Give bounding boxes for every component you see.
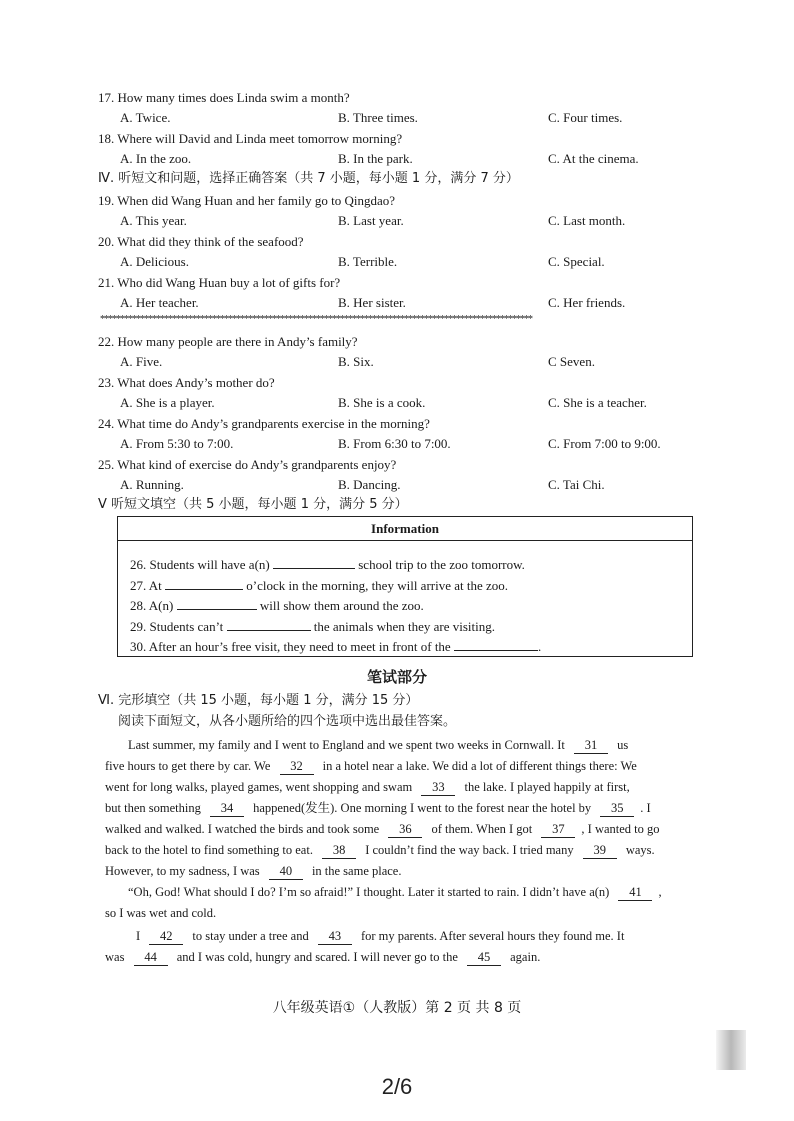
information-table [117,516,693,657]
q20-option-c: C. Special. [548,254,605,269]
passage-line [128,884,738,901]
q25-option-b: B. Dancing. [338,477,401,492]
info-text: 26. Students will have a(n) [130,557,273,572]
passage-text: and I was cold, hungry and scared. I will never go to the [173,950,461,964]
info-text: will show them around the zoo. [256,598,424,613]
blank-number-45: 45 [467,949,501,966]
cloze-instruction: 阅读下面短文，从各小题所给的四个选项中选出最佳答案。 [118,714,457,729]
q18-option-c: C. At the cinema. [548,151,639,166]
answer-blank[interactable] [227,618,311,631]
answer-blank[interactable] [454,638,538,651]
passage-text: ways. [622,843,655,857]
passage-text: back to the hotel to find something to eat. [105,843,317,857]
passage-text: However, to my sadness, I was [105,864,263,878]
info-text: 29. Students can’t [130,618,227,634]
passage-text: happened(发生). One morning I went to the forest near the hotel by [249,801,595,815]
passage-line [105,842,715,859]
q23-option-a: A. She is a player. [120,395,215,410]
passage-text: of them. When I got [428,822,536,836]
q22-option-b: B. Six. [338,354,374,369]
q18-question: 18. Where will David and Linda meet tomorrow morning? [98,131,403,146]
info-text: o’clock in the morning, they will arrive at the zoo. [243,577,509,593]
written-part-title: 笔试部分 [366,668,427,686]
passage-text: . I [640,801,651,815]
passage-text: but then something [105,801,204,815]
blank-number-44: 44 [134,949,168,966]
q25-question: 25. What kind of exercise do Andy’s grandparents enjoy? [98,457,397,472]
passage-text: “Oh, God! What should I do? I’m so afraid!” I thought. Later it started to rain. I didn’t have a(n) [128,885,613,899]
passage-text: to stay under a tree and [189,929,312,943]
q19-question: 19. When did Wang Huan and her family go to Qingdao? [98,193,396,208]
q19-option-a: A. This year. [120,213,187,228]
passage-text: was [105,950,128,964]
q22-question: 22. How many people are there in Andy’s family? [98,334,358,349]
section-4-heading: Ⅳ. 听短文和问题，选择正确答案（共 7 小题，每小题 1 分，满分 7 分） [98,171,519,186]
blank-number-38: 38 [322,842,356,859]
q24-question: 24. What time do Andy’s grandparents exercise in the morning? [98,416,430,431]
q20-option-a: A. Delicious. [120,254,189,269]
q24-option-a: A. From 5:30 to 7:00. [120,436,234,451]
blank-number-42: 42 [149,928,183,945]
scan-artifact [716,1030,746,1070]
info-text: the animals when they are visiting. [310,618,496,634]
passage-text: I couldn’t find the way back. I tried many [362,843,577,857]
blank-number-43: 43 [318,928,352,945]
blank-number-39: 39 [583,842,617,859]
page-footer: 八年级英语①（人教版）第 2 页 共 8 页 [272,1000,522,1016]
passage-text: Last summer, my family and I went to England and we spent two weeks in Cornwall. It [128,738,569,752]
q18-option-b: B. In the park. [338,151,413,166]
q25-option-c: C. Tai Chi. [548,477,605,492]
q19-option-b: B. Last year. [338,213,404,228]
blank-number-34: 34 [210,800,244,817]
passage-text: for my parents. After several hours they found me. It [357,929,625,943]
info-text: 30. After an hour’s free visit, they need to meet in front of the [130,639,454,654]
blank-number-33: 33 [421,779,455,796]
info-text: . [537,639,542,654]
q17-question: 17. How many times does Linda swim a month? [98,90,350,105]
passage-text: went for long walks, played games, went shopping and swam [105,780,416,794]
blank-number-40: 40 [269,863,303,880]
divider-stars: ************************************************************************************************************ [100,314,532,325]
passage-text: , [658,885,662,899]
q24-option-c: C. From 7:00 to 9:00. [548,436,661,451]
passage-line [105,758,715,775]
info-row-30 [130,638,541,655]
passage-text: in the same place. [308,864,402,878]
passage-text: I [136,929,144,943]
q21-option-b: B. Her sister. [338,295,406,310]
passage-text: so I was wet and cold. [105,906,217,920]
passage-line [128,737,738,754]
q18-option-a: A. In the zoo. [120,151,192,166]
passage-line [136,928,746,945]
passage-text: again. [507,950,541,964]
q21-question: 21. Who did Wang Huan buy a lot of gifts for? [98,275,341,290]
info-text: school trip to the zoo tomorrow. [354,557,525,572]
passage-line [105,863,715,880]
q17-option-a: A. Twice. [120,110,171,125]
q17-option-b: B. Three times. [338,110,418,125]
passage-text: the lake. I played happily at first, [461,780,630,794]
section-5-heading: V 听短文填空（共 5 小题，每小题 1 分，满分 5 分） [98,497,408,512]
q25-option-a: A. Running. [120,477,184,492]
q19-option-c: C. Last month. [548,213,626,228]
passage-line [105,800,715,817]
info-row-27 [130,577,508,594]
passage-line [105,905,715,921]
passage-line [105,949,715,966]
passage-text: five hours to get there by car. We [105,759,274,773]
info-text: 28. A(n) [130,598,177,613]
passage-line [105,779,715,796]
answer-blank[interactable] [273,556,355,569]
passage-text: us [614,738,629,752]
q23-option-b: B. She is a cook. [338,395,426,410]
section-6-heading: Ⅵ. 完形填空（共 15 小题，每小题 1 分，满分 15 分） [98,693,419,708]
blank-number-35: 35 [600,800,634,817]
q17-option-c: C. Four times. [548,110,623,125]
answer-blank[interactable] [165,577,243,590]
q20-option-b: B. Terrible. [338,254,398,269]
blank-number-32: 32 [280,758,314,775]
info-row-29 [130,618,495,635]
q20-question: 20. What did they think of the seafood? [98,234,304,249]
passage-line [105,821,715,838]
blank-number-31: 31 [574,737,608,754]
info-row-28 [130,597,424,614]
blank-number-41: 41 [618,884,652,901]
q23-question: 23. What does Andy’s mother do? [98,375,275,390]
passage-text: walked and walked. I watched the birds and took some [105,822,383,836]
blank-number-36: 36 [388,821,422,838]
blank-number-37: 37 [541,821,575,838]
info-text: 27. At [130,577,166,593]
q23-option-c: C. She is a teacher. [548,395,647,410]
q21-option-a: A. Her teacher. [120,295,199,310]
passage-text: in a hotel near a lake. We did a lot of different things there: We [319,759,637,773]
page-number: 2/6 [381,1074,413,1099]
information-header: Information [118,517,692,541]
q22-option-a: A. Five. [120,354,163,369]
info-row-26 [130,556,525,573]
passage-text: , I wanted to go [581,822,660,836]
q24-option-b: B. From 6:30 to 7:00. [338,436,451,451]
q22-option-c: C Seven. [548,354,595,369]
q21-option-c: C. Her friends. [548,295,626,310]
answer-blank[interactable] [177,597,257,610]
